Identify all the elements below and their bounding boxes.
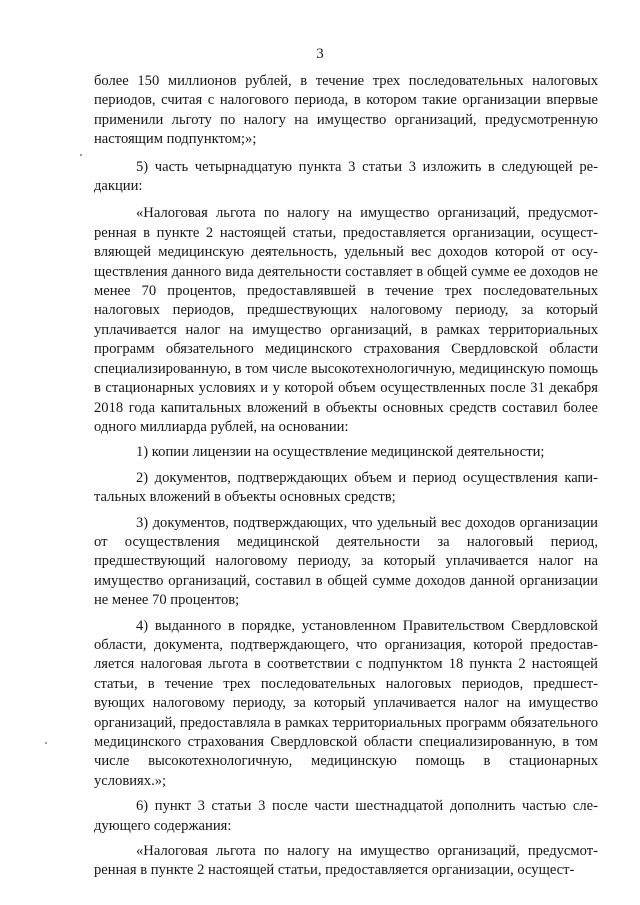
paragraph-subitem-2: 2) документов, подтверждающих объем и период осуществления капитальных вложений в объекты основных средств; — [94, 469, 598, 506]
document-body — [94, 72, 598, 881]
paragraph-item-5: 5) часть четырнадцатую пункта 3 статьи 3 изложить в следующей редакции: — [94, 158, 598, 195]
scan-speck — [80, 154, 82, 156]
paragraph-subitem-4: 4) выданного в порядке, установленном Правительством Свердловской области, документа, подтверждающего, что организация, которой предоставляется налоговая льгота в соответствии с подпунктом 18 пункта 2 настоящей статьи, в течение трех последовательных налоговых периодов, предшествующих налоговому периоду, за который уплачивается налог на имущество организаций, предоставляла в рамках территориальных программ обязательного медицинского страхования Свердловской области специализированную, в том числе высокотехнологичную, медицинскую помощь в стационарных условиях.»; — [94, 617, 598, 789]
paragraph-continuation: более 150 миллионов рублей, в течение трех последовательных налоговых периодов, считая с налогового периода, в котором такие организации впервые применили льготу по налогу на имущество организаций, предусмотренную настоящим подпунктом;»; — [94, 73, 598, 148]
paragraph-subitem-3: 3) документов, подтверждающих, что удельный вес доходов организации от осуществления медицинской деятельности за налоговый период, предшествующий налоговому периоду, за который уплачивается налог на имущество организаций, составил в общей сумме доходов данной организации не менее 70 процентов; — [94, 514, 598, 609]
paragraph-item-6: 6) пункт 3 статьи 3 после части шестнадцатой дополнить частью следующего содержания: — [94, 798, 598, 834]
page-number: 3 — [316, 46, 324, 62]
paragraph-quoted-provision: «Налоговая льгота по налогу на имущество организаций, предусмотренная в пункте 2 настоящей статьи, предоставляется организации, осуществляющей медицинскую деятельность, удельный вес доходов которой от осуществления данного вида деятельности составляет в общей сумме ее доходов не менее 70 процентов, предоставлявшей в течение трех последовательных налоговых периодов, предшествующих налоговому периоду, за который уплачивается налог на имущество организаций, в рамках территориальных программ обязательного медицинского страхования Свердловской области специализированную, в том числе высокотехнологичную, медицинскую помощь в стационарных условиях и у которой объем осуществленных после 31 декабря 2018 года капитальных вложений в объекты основных средств составил более одного миллиарда рублей, на основании: — [94, 205, 598, 435]
scan-speck — [45, 742, 47, 744]
paragraph-subitem-1: 1) копии лицензии на осуществление медицинской деятельности; — [136, 444, 545, 461]
paragraph-quoted-provision-2: «Налоговая льгота по налогу на имущество организаций, предусмотренная в пункте 2 настоящей статьи, предоставляется организации, осущест- — [94, 843, 598, 879]
